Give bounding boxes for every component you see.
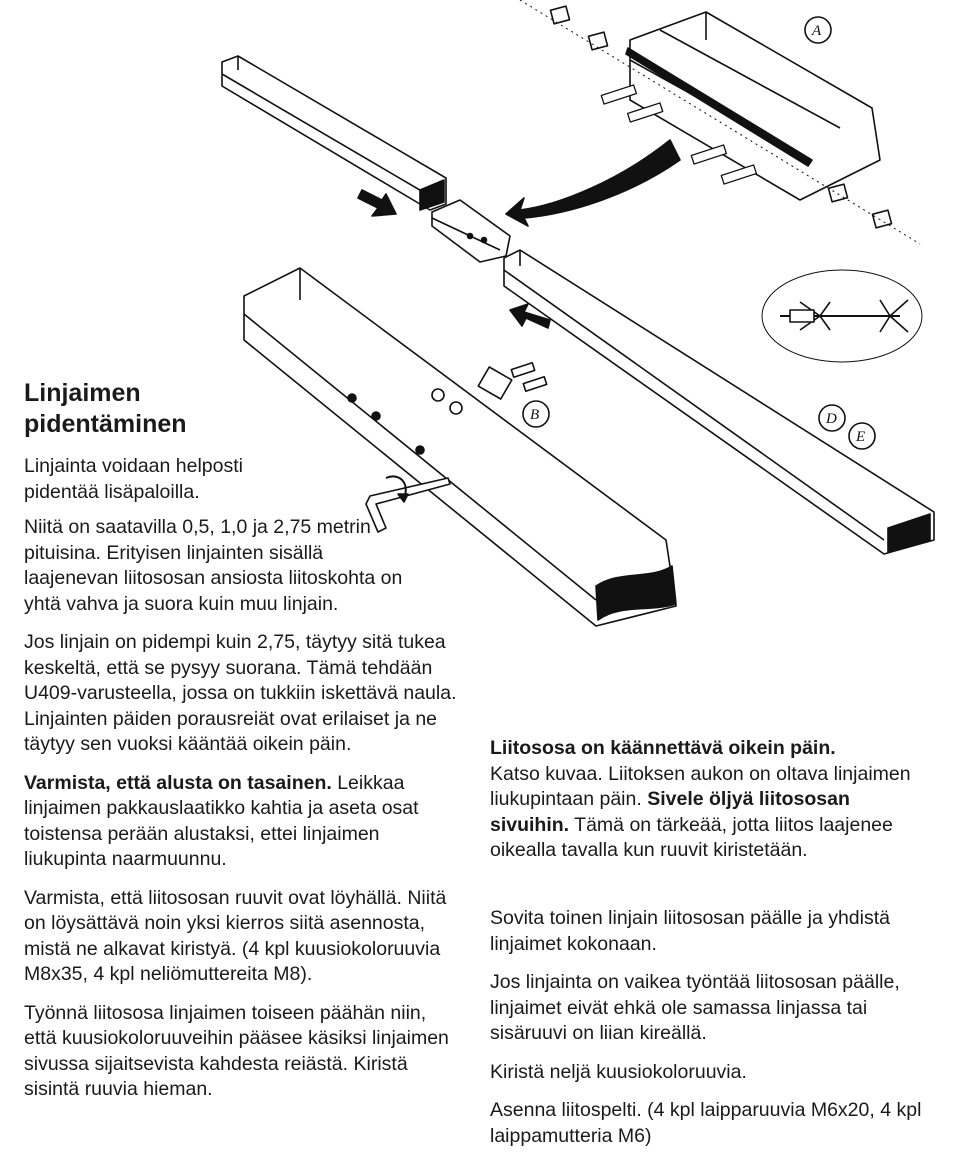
- paragraph-fit: Sovita toinen linjain liitososan päälle ja yhdistä linjaimet kokonaan.: [490, 907, 890, 955]
- right-column-bottom: [490, 906, 930, 1162]
- curved-arrow: [506, 140, 680, 226]
- paragraph-orientation: [490, 736, 930, 864]
- intro-paragraph: Linjainta voidaan helposti pidentää lisäpaloilla.: [24, 455, 243, 503]
- page-title: [24, 378, 284, 440]
- callout-a: A: [812, 23, 822, 39]
- intro-text-block: [24, 454, 294, 518]
- paragraph-support: Jos linjain on pidempi kuin 2,75, täytyy sitä tukea keskeltä, että se pysyy suorana. Tämä tehdään U409-varusteella, jossa on tukkiin iskettävä naula. Linjainten päiden porausreiät ovat erilaiset ja ne täytyy sen vuoksi kääntää oikein päin.: [24, 631, 457, 755]
- surface-rest: Leikkaa linjaimen pakkauslaatikko kahtia ja aseta osat toistensa perään alustaksi, ettei linjaimen liukupinta naarmuunnu.: [24, 771, 419, 870]
- title-line-2: pidentäminen: [24, 410, 187, 438]
- paragraph-lengths: Niitä on saatavilla 0,5, 1,0 ja 2,75 metrin pituisina. Erityisen linjainten sisällä laajenevan liitososan ansiosta liitoskohta on yhtä vahva ja suora kuin muu linjain.: [24, 516, 403, 615]
- paragraph-difficult: Jos linjainta on vaikea työntää liitososan päälle, linjaimet eivät ehkä ole samassa linjassa tai sisäruuvi on liian kireällä.: [490, 971, 900, 1044]
- right-column-top: [490, 736, 930, 877]
- callout-e: E: [856, 429, 866, 445]
- paragraph-surface: [24, 771, 464, 873]
- surface-bold: Varmista, että alusta on tasainen.: [24, 771, 332, 794]
- oil-bold: Sivele öljyä liitososan sivuihin.: [490, 788, 850, 836]
- left-column: [24, 515, 464, 1116]
- paragraph-tighten: Kiristä neljä kuusiokoloruuvia.: [490, 1060, 747, 1083]
- connector-piece: [432, 200, 510, 262]
- paragraph-screws-loose: Varmista, että liitososan ruuvit ovat löyhällä. Niitä on löysättävä noin yksi kierros siitä asennosta, mistä ne alkavat kiristyä. (4 kpl kuusiokoloruuvia M8x35, 4 kpl neliömuttereita M8).: [24, 886, 447, 985]
- oil-text: Tämä on tärkeää, jotta liitos laajenee oikealla tavalla kun ruuvit kiristetään.: [490, 813, 893, 861]
- orientation-text: Katso kuvaa. Liitoksen aukon on oltava linjaimen liukupintaan päin.: [490, 762, 911, 810]
- callout-b: B: [530, 407, 540, 423]
- callout-d: D: [826, 411, 837, 427]
- paragraph-plate: Asenna liitospelti. (4 kpl laipparuuvia M6x20, 4 kpl laippamutteria M6): [490, 1099, 922, 1147]
- orientation-bold: Liitososa on käännettävä oikein päin.: [490, 737, 836, 759]
- paragraph-insert: Työnnä liitososa linjaimen toiseen päähän niin, että kuusiokoloruuveihin pääsee käsiksi linjaimen sivussa sijaitsevista kahdesta reiästä. Kiristä sisintä ruuvia hieman.: [24, 1001, 449, 1100]
- detail-view: [762, 270, 922, 362]
- title-line-1: Linjaimen: [24, 379, 141, 407]
- short-rail-top-left: [222, 56, 446, 210]
- arrow-left: [358, 190, 396, 216]
